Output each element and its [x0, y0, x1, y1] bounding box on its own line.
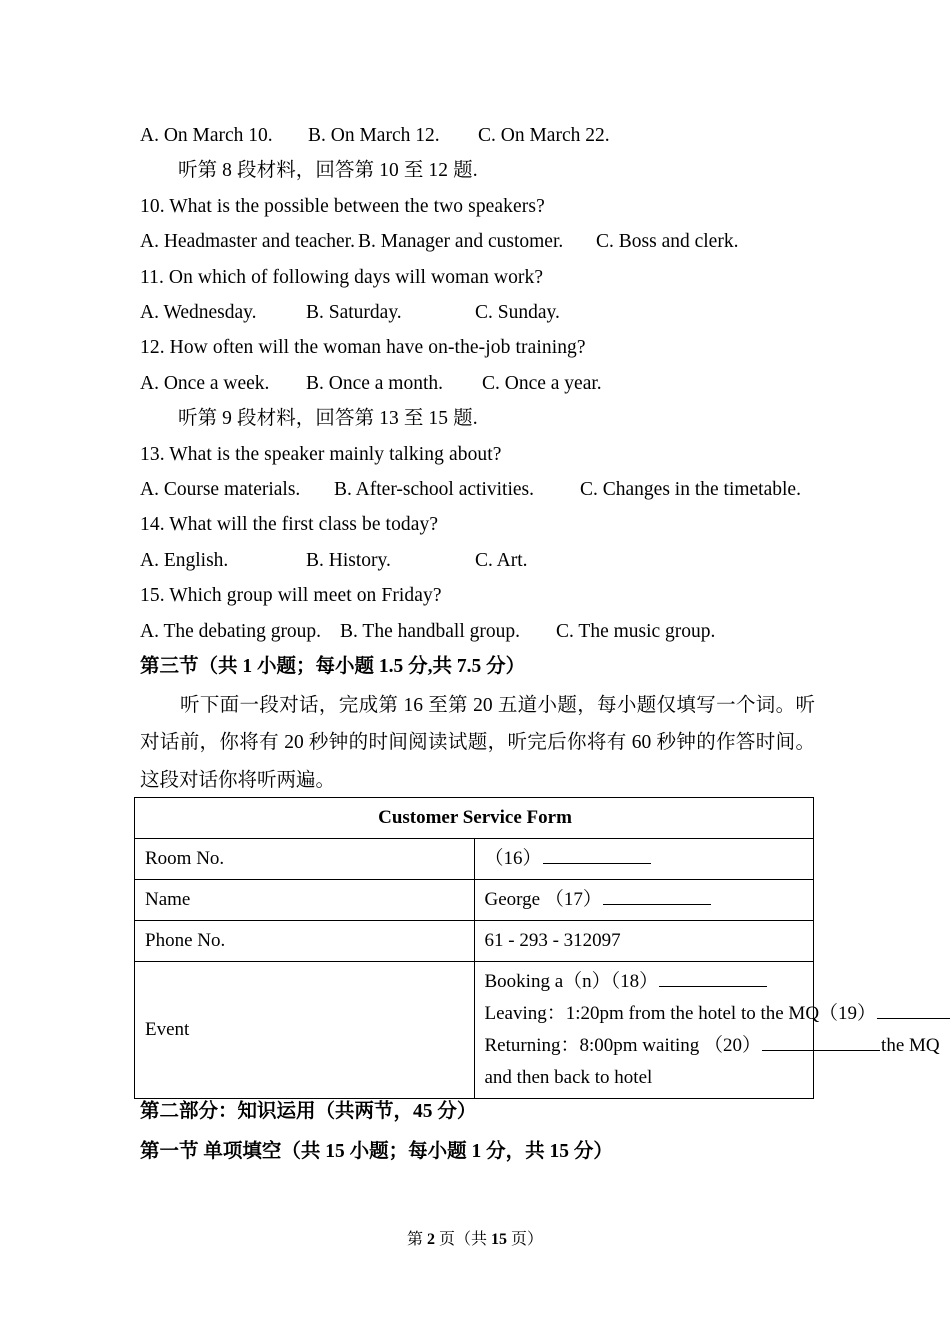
- event-line-booking: [485, 966, 806, 998]
- option-b: B. After-school activities.: [334, 479, 534, 501]
- row-label-room-no: Room No.: [135, 839, 475, 880]
- row-label-name: Name: [135, 880, 475, 921]
- section-3-heading: 第三节（共 1 小题；每小题 1.5 分,共 7.5 分）: [140, 656, 526, 678]
- option-c: C. Changes in the timetable.: [580, 479, 801, 501]
- table-row: [135, 839, 814, 880]
- answer-blank-19[interactable]: [877, 1000, 950, 1019]
- option-a: A. Once a week.: [140, 372, 270, 394]
- answer-blank-16[interactable]: [543, 845, 651, 864]
- blank-19-prefix: Leaving：1:20pm from the hotel to the MQ（19）: [484, 1003, 877, 1024]
- option-b: B. Manager and customer.: [358, 231, 564, 253]
- blank-16-prefix: （16）: [484, 848, 542, 869]
- option-b: B. Saturday.: [306, 302, 402, 324]
- footer-suffix: 页）: [507, 1231, 544, 1248]
- option-c: C. Once a year.: [482, 372, 602, 394]
- blank-20-prefix: Returning：8:00pm waiting （20）: [484, 1035, 762, 1056]
- option-a: A. The debating group.: [140, 620, 322, 642]
- footer-prefix: 第: [406, 1231, 427, 1248]
- question-12-stem: 12. How often will the woman have on-the-job training?: [140, 337, 586, 359]
- option-a: A. Headmaster and teacher.: [140, 231, 355, 253]
- option-c: C. Sunday.: [475, 302, 560, 324]
- question-11-options: [140, 295, 815, 330]
- question-11-stem: 11. On which of following days will woman work?: [140, 266, 544, 288]
- row-value-event: [474, 962, 940, 1099]
- event-line-returning: [484, 1030, 940, 1062]
- question-15-options: [140, 614, 815, 649]
- event-line-back-to-hotel: and then back to hotel: [484, 1067, 653, 1088]
- row-label-event: Event: [135, 962, 475, 1099]
- blank-20-suffix: the MQ: [881, 1035, 940, 1056]
- option-b: B. The handball group.: [340, 620, 520, 642]
- option-c: C. The music group.: [556, 620, 716, 642]
- row-value-phone-no: 61 - 293 - 312097: [474, 921, 814, 962]
- answer-blank-18[interactable]: [659, 968, 767, 987]
- customer-service-form-table: [134, 797, 940, 1099]
- option-b: B. On March 12.: [308, 125, 440, 146]
- option-a: A. Course materials.: [140, 479, 301, 501]
- option-a: A. Wednesday.: [140, 302, 257, 324]
- row-value-room-no: [474, 839, 814, 880]
- question-13-stem: 13. What is the speaker mainly talking about?: [140, 443, 502, 465]
- material-8-instruction: 听第 8 段材料，回答第 10 至 12 题.: [178, 160, 478, 182]
- row-value-name: [474, 880, 814, 921]
- question-9-options: [140, 118, 815, 153]
- footer-total-pages: 15: [491, 1231, 507, 1248]
- option-c: C. On March 22.: [478, 125, 610, 146]
- question-content-area: [140, 118, 815, 799]
- answer-blank-17[interactable]: [603, 886, 711, 905]
- footer-middle: 页（共: [434, 1231, 491, 1248]
- table-row: [135, 921, 814, 962]
- part-2-heading: 第二部分：知识运用（共两节，45 分）: [140, 1101, 477, 1122]
- material-9-instruction: 听第 9 段材料，回答第 13 至 15 题.: [178, 408, 478, 430]
- option-a: A. On March 10.: [140, 125, 273, 146]
- question-10-stem: 10. What is the possible between the two speakers?: [140, 195, 545, 217]
- question-10-options: [140, 224, 815, 259]
- part-2-headings: [140, 1092, 815, 1172]
- footer-page-number: 2: [426, 1231, 435, 1248]
- table-row-event: [135, 962, 814, 1099]
- question-14-options: [140, 543, 815, 578]
- option-c: C. Boss and clerk.: [596, 231, 739, 253]
- question-12-options: [140, 366, 815, 401]
- blank-18-prefix: Booking a（n）（18）: [484, 971, 659, 992]
- option-b: B. History.: [306, 549, 391, 571]
- event-line-leaving: [484, 998, 877, 1030]
- option-b: B. Once a month.: [306, 372, 444, 394]
- page-footer: [0, 1226, 950, 1249]
- question-15-stem: 15. Which group will meet on Friday?: [140, 585, 442, 607]
- answer-blank-20[interactable]: [762, 1032, 880, 1051]
- option-a: A. English.: [140, 549, 229, 571]
- form-title: Customer Service Form: [135, 798, 814, 839]
- table-row: [135, 880, 814, 921]
- part-2-section-1-heading: 第一节 单项填空（共 15 小题；每小题 1 分，共 15 分）: [140, 1141, 613, 1162]
- question-14-stem: 14. What will the first class be today?: [140, 514, 439, 536]
- blank-17-prefix: George （17）: [484, 889, 602, 910]
- option-c: C. Art.: [475, 549, 528, 571]
- customer-service-form-wrapper: [134, 797, 940, 1099]
- table-row-title: [135, 798, 814, 839]
- section-3-instruction-paragraph: 听下面一段对话，完成第 16 至第 20 五道小题，每小题仅填写一个词。听对话前，你将有 20 秒钟的时间阅读试题，听完后你将有 60 秒钟的作答时间。这段对话你将听两遍。: [140, 694, 815, 791]
- row-label-phone-no: Phone No.: [135, 921, 475, 962]
- question-13-options: [140, 472, 815, 507]
